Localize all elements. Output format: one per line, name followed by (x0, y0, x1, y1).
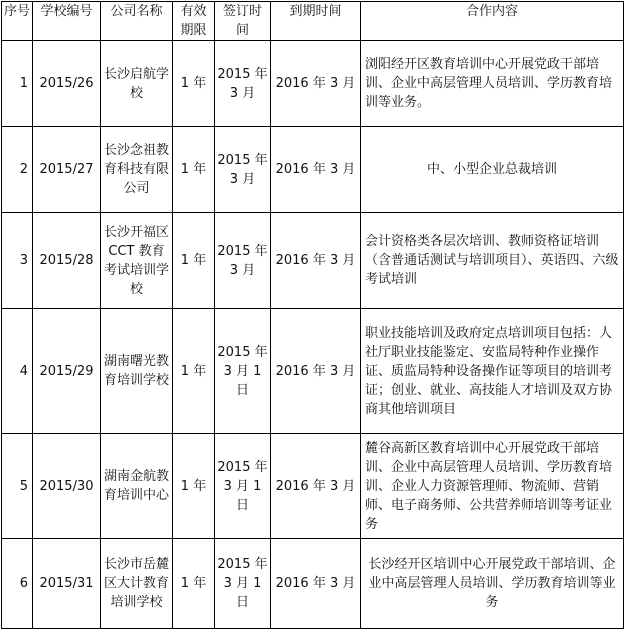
header-school-code: 学校编号 (33, 2, 101, 41)
row-expiry-date: 2016 年 3 月 (271, 213, 361, 309)
row-validity-term: 1 年 (173, 127, 215, 213)
row-seq: 5 (2, 434, 33, 539)
row-expiry-date: 2016 年 3 月 (271, 539, 361, 629)
header-validity-term: 有效期限 (173, 2, 215, 41)
header-row (2, 2, 624, 41)
row-expiry-date: 2016 年 3 月 (271, 434, 361, 539)
row-cooperation-content: 浏阳经开区教育培训中心开展党政干部培训、企业中高层管理人员培训、学历教育培训等业务。 (361, 41, 624, 127)
header-seq: 序号 (2, 2, 33, 41)
row-signed-date: 2015 年 3 月 1 日 (215, 539, 271, 629)
row-signed-date: 2015 年 3 月 1 日 (215, 309, 271, 434)
row-cooperation-content: 会计资格类各层次培训、教师资格证培训（含普通话测试与培训项目）、英语四、六级考试培训 (361, 213, 624, 309)
row-signed-date: 2015 年 3 月 (215, 41, 271, 127)
row-seq: 3 (2, 213, 33, 309)
table-row (2, 213, 624, 309)
row-validity-term: 1 年 (173, 434, 215, 539)
row-cooperation-content: 职业技能培训及政府定点培训项目包括：人社厅职业技能鉴定、安监局特种作业操作证、质监局特种设备操作证等项目的培训考证；创业、就业、高技能人才培训及双方协商其他培训项目 (361, 309, 624, 434)
row-signed-date: 2015 年 3 月 1 日 (215, 434, 271, 539)
header-cooperation-content: 合作内容 (361, 2, 624, 41)
row-school-code: 2015/26 (33, 41, 101, 127)
row-company-name: 长沙启航学校 (101, 41, 173, 127)
row-school-code: 2015/28 (33, 213, 101, 309)
table-row (2, 127, 624, 213)
row-seq: 6 (2, 539, 33, 629)
row-expiry-date: 2016 年 3 月 (271, 309, 361, 434)
table-row (2, 434, 624, 539)
row-company-name: 长沙念祖教育科技有限公司 (101, 127, 173, 213)
table-row (2, 539, 624, 629)
row-school-code: 2015/30 (33, 434, 101, 539)
row-validity-term: 1 年 (173, 539, 215, 629)
row-cooperation-content: 长沙经开区培训中心开展党政干部培训、企业中高层管理人员培训、学历教育培训等业务 (361, 539, 624, 629)
row-signed-date: 2015 年 3 月 (215, 127, 271, 213)
row-seq: 2 (2, 127, 33, 213)
row-seq: 4 (2, 309, 33, 434)
header-expiry-date: 到期时间 (271, 2, 361, 41)
cooperation-table (1, 1, 624, 629)
row-school-code: 2015/27 (33, 127, 101, 213)
row-company-name: 湖南曙光教育培训学校 (101, 309, 173, 434)
row-validity-term: 1 年 (173, 309, 215, 434)
row-signed-date: 2015 年 3 月 (215, 213, 271, 309)
row-expiry-date: 2016 年 3 月 (271, 41, 361, 127)
header-company-name: 公司名称 (101, 2, 173, 41)
header-signed-date: 签订时间 (215, 2, 271, 41)
row-seq: 1 (2, 41, 33, 127)
row-school-code: 2015/31 (33, 539, 101, 629)
row-company-name: 湖南金航教育培训中心 (101, 434, 173, 539)
row-company-name: 长沙市岳麓区大计教育培训学校 (101, 539, 173, 629)
row-school-code: 2015/29 (33, 309, 101, 434)
row-cooperation-content: 麓谷高新区教育培训中心开展党政干部培训、企业中高层管理人员培训、学历教育培训、企业人力资源管理师、物流师、营销师、电子商务师、公共营养师培训等考证业务 (361, 434, 624, 539)
row-validity-term: 1 年 (173, 213, 215, 309)
row-cooperation-content: 中、小型企业总裁培训 (361, 127, 624, 213)
row-validity-term: 1 年 (173, 41, 215, 127)
table-row (2, 309, 624, 434)
table-row (2, 41, 624, 127)
row-expiry-date: 2016 年 3 月 (271, 127, 361, 213)
row-company-name: 长沙开福区 CCT 教育考试培训学校 (101, 213, 173, 309)
